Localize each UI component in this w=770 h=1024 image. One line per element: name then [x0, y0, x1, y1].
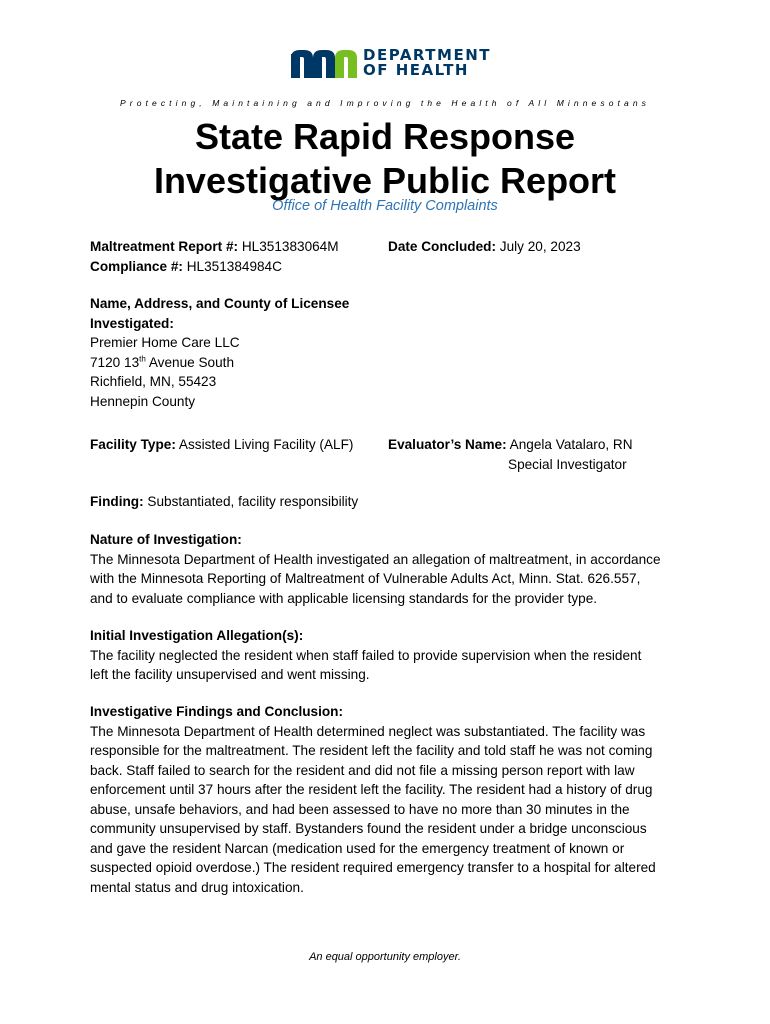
licensee-block	[90, 294, 349, 411]
nature-section	[90, 530, 661, 608]
evaluator-row	[388, 435, 633, 455]
date-label: Date Concluded:	[388, 239, 496, 254]
licensee-heading-line2: Investigated:	[90, 315, 174, 331]
page-title	[0, 115, 770, 203]
mn-logo-mark-icon	[291, 46, 357, 78]
findings-heading: Investigative Findings and Conclusion:	[90, 704, 344, 719]
facility-type-label: Facility Type:	[90, 437, 176, 452]
finding-value: Substantiated, facility responsibility	[147, 494, 359, 509]
nature-line: and to evaluate compliance with applicable licensing standards for the provider type.	[90, 590, 598, 606]
findings-line: and gave the resident Narcan (medication used for the emergency treatment of known or	[90, 840, 625, 856]
licensee-city: Richfield, MN, 55423	[90, 374, 217, 389]
report-numbers	[90, 237, 339, 276]
maltreatment-value: HL351383064M	[241, 239, 339, 254]
title-line1: State Rapid Response	[194, 116, 576, 157]
licensee-name: Premier Home Care LLC	[90, 335, 240, 350]
licensee-heading-line1: Name, Address, and County of Licensee	[90, 296, 350, 311]
licensee-address: 7120 13th Avenue South	[90, 353, 234, 370]
logo-text	[363, 48, 491, 78]
compliance-row	[90, 257, 339, 277]
nature-heading: Nature of Investigation:	[90, 532, 242, 547]
findings-line: mental status and drug intoxication.	[90, 879, 304, 895]
facility-type-row	[90, 435, 353, 455]
logo-text-line2: OF HEALTH	[363, 61, 469, 79]
compliance-value: HL351384984C	[186, 258, 282, 274]
evaluator-name: Angela Vatalaro, RN	[509, 437, 633, 452]
findings-line: The Minnesota Department of Health determined neglect was substantiated. The facility was	[90, 723, 646, 739]
findings-line: abuse, unsafe behaviors, and had been assessed to have no more than 30 minutes in the	[90, 801, 630, 817]
allegation-section	[90, 626, 641, 685]
allegation-heading: Initial Investigation Allegation(s):	[90, 628, 304, 643]
mdh-logo	[291, 46, 491, 82]
page-subtitle: Office of Health Facility Complaints	[272, 198, 498, 214]
allegation-line: The facility neglected the resident when staff failed to provide supervision when the resident	[90, 647, 642, 663]
finding-row	[90, 492, 358, 512]
tagline: Protecting, Maintaining and Improving the Health of All Minnesotans	[120, 98, 650, 108]
nature-line: The Minnesota Department of Health investigated an allegation of maltreatment, in accordance	[90, 551, 661, 567]
allegation-line: left the facility unsupervised and went missing.	[90, 667, 370, 682]
findings-line: back. Staff failed to search for the resident and did not file a missing person report with law	[90, 762, 635, 778]
nature-line: with the Minnesota Reporting of Maltreatment of Vulnerable Adults Act, Minn. Stat. 626.557,	[90, 571, 641, 586]
date-concluded-row	[388, 237, 581, 257]
findings-line: community unsupervised by staff. Bystanders found the resident under a bridge unconscious	[90, 821, 647, 836]
date-value: July 20, 2023	[499, 239, 581, 254]
compliance-label: Compliance #:	[90, 258, 183, 274]
evaluator-title: Special Investigator	[508, 457, 627, 472]
facility-type-value: Assisted Living Facility (ALF)	[178, 437, 354, 452]
findings-line: suspected opioid overdose.) The resident required emergency transfer to a hospital for altered	[90, 860, 656, 875]
maltreatment-label: Maltreatment Report #:	[90, 239, 239, 254]
licensee-county: Hennepin County	[90, 393, 196, 409]
logo-text-line1: DEPARTMENT	[363, 46, 491, 64]
finding-label: Finding:	[90, 494, 144, 509]
findings-line: responsible for the maltreatment. The resident left the facility and told staff he was not coming	[90, 743, 653, 758]
title-line2: Investigative Public Report	[153, 160, 617, 201]
findings-section	[90, 702, 656, 897]
findings-line: enforcement until 37 hours after the resident left the facility. The resident had a history of drug	[90, 782, 653, 797]
footer: An equal opportunity employer.	[309, 951, 461, 963]
evaluator-label: Evaluator’s Name:	[388, 437, 507, 452]
maltreatment-report-row	[90, 237, 339, 257]
